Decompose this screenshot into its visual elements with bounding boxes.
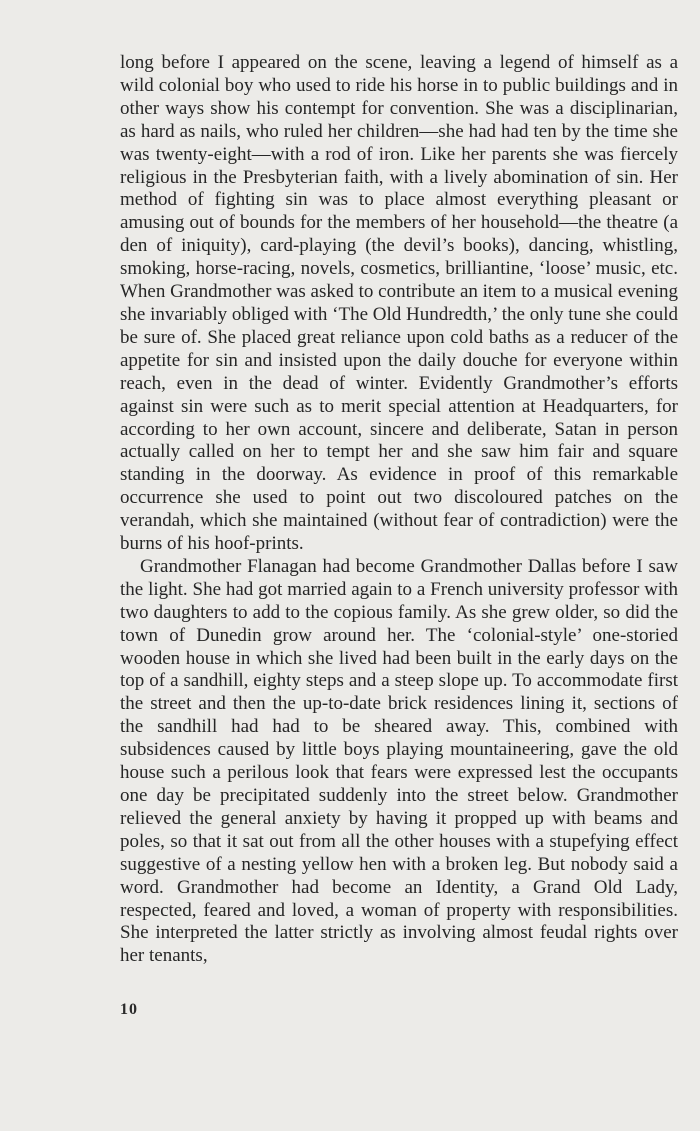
paragraph-2: Grandmother Flanagan had become Grandmother Dallas before I saw the light. She had got married again to a French university professor with two daughters to add to the copious family. As she grew older, so did the town of Dunedin grow around her. The ‘colonial-style’ one-storied wooden house in which she lived had been built in the early days on the top of a sandhill, eighty steps and a steep slope up. To accommodate first the street and then the up-to-date brick residences lining it, sections of the sandhill had had to be sheared away. This, combined with subsidences caused by little boys playing mountaineering, gave the old house such a perilous look that fears were expressed lest the occupants one day be precipitated suddenly into the street below. Grandmother relieved the general anxiety by having it propped up with beams and poles, so that it sat out from all the other houses with a stupefying effect suggestive of a nesting yellow hen with a broken leg. But nobody said a word. Grandmother had become an Identity, a Grand Old Lady, respected, feared and loved, a woman of property with responsibilities. She interpreted the latter strictly as involving almost feudal rights over her tenants, <box>120 555 678 967</box>
page-body <box>120 52 678 968</box>
page-number: 10 <box>120 1001 138 1018</box>
paragraph-1: long before I appeared on the scene, leaving a legend of himself as a wild colonial boy who used to ride his horse in to public buildings and in other ways show his contempt for convention. She was a disciplinarian, as hard as nails, who ruled her children—she had had ten by the time she was twenty-eight—with a rod of iron. Like her parents she was fiercely religious in the Presbyterian faith, with a lively abomination of sin. Her method of fighting sin was to place almost everything pleasant or amusing out of bounds for the members of her household—the theatre (a den of iniquity), card-playing (the devil’s books), dancing, whistling, smoking, horse-racing, novels, cosmetics, brilliantine, ‘loose’ music, etc. When Grandmother was asked to contribute an item to a musical evening she invariably obliged with ‘The Old Hundredth,’ the only tune she could be sure of. She placed great reliance upon cold baths as a reducer of the appetite for sin and insisted upon the daily douche for everyone within reach, even in the dead of winter. Evidently Grandmother’s efforts against sin were such as to merit special attention at Headquarters, for according to her own account, sincere and deliberate, Satan in person actually called on her to tempt her and she saw him fair and square standing in the doorway. As evidence in proof of this remarkable occurrence she used to point out two discoloured patches on the verandah, which she maintained (without fear of contradiction) were the burns of his hoof-prints. <box>120 52 678 555</box>
